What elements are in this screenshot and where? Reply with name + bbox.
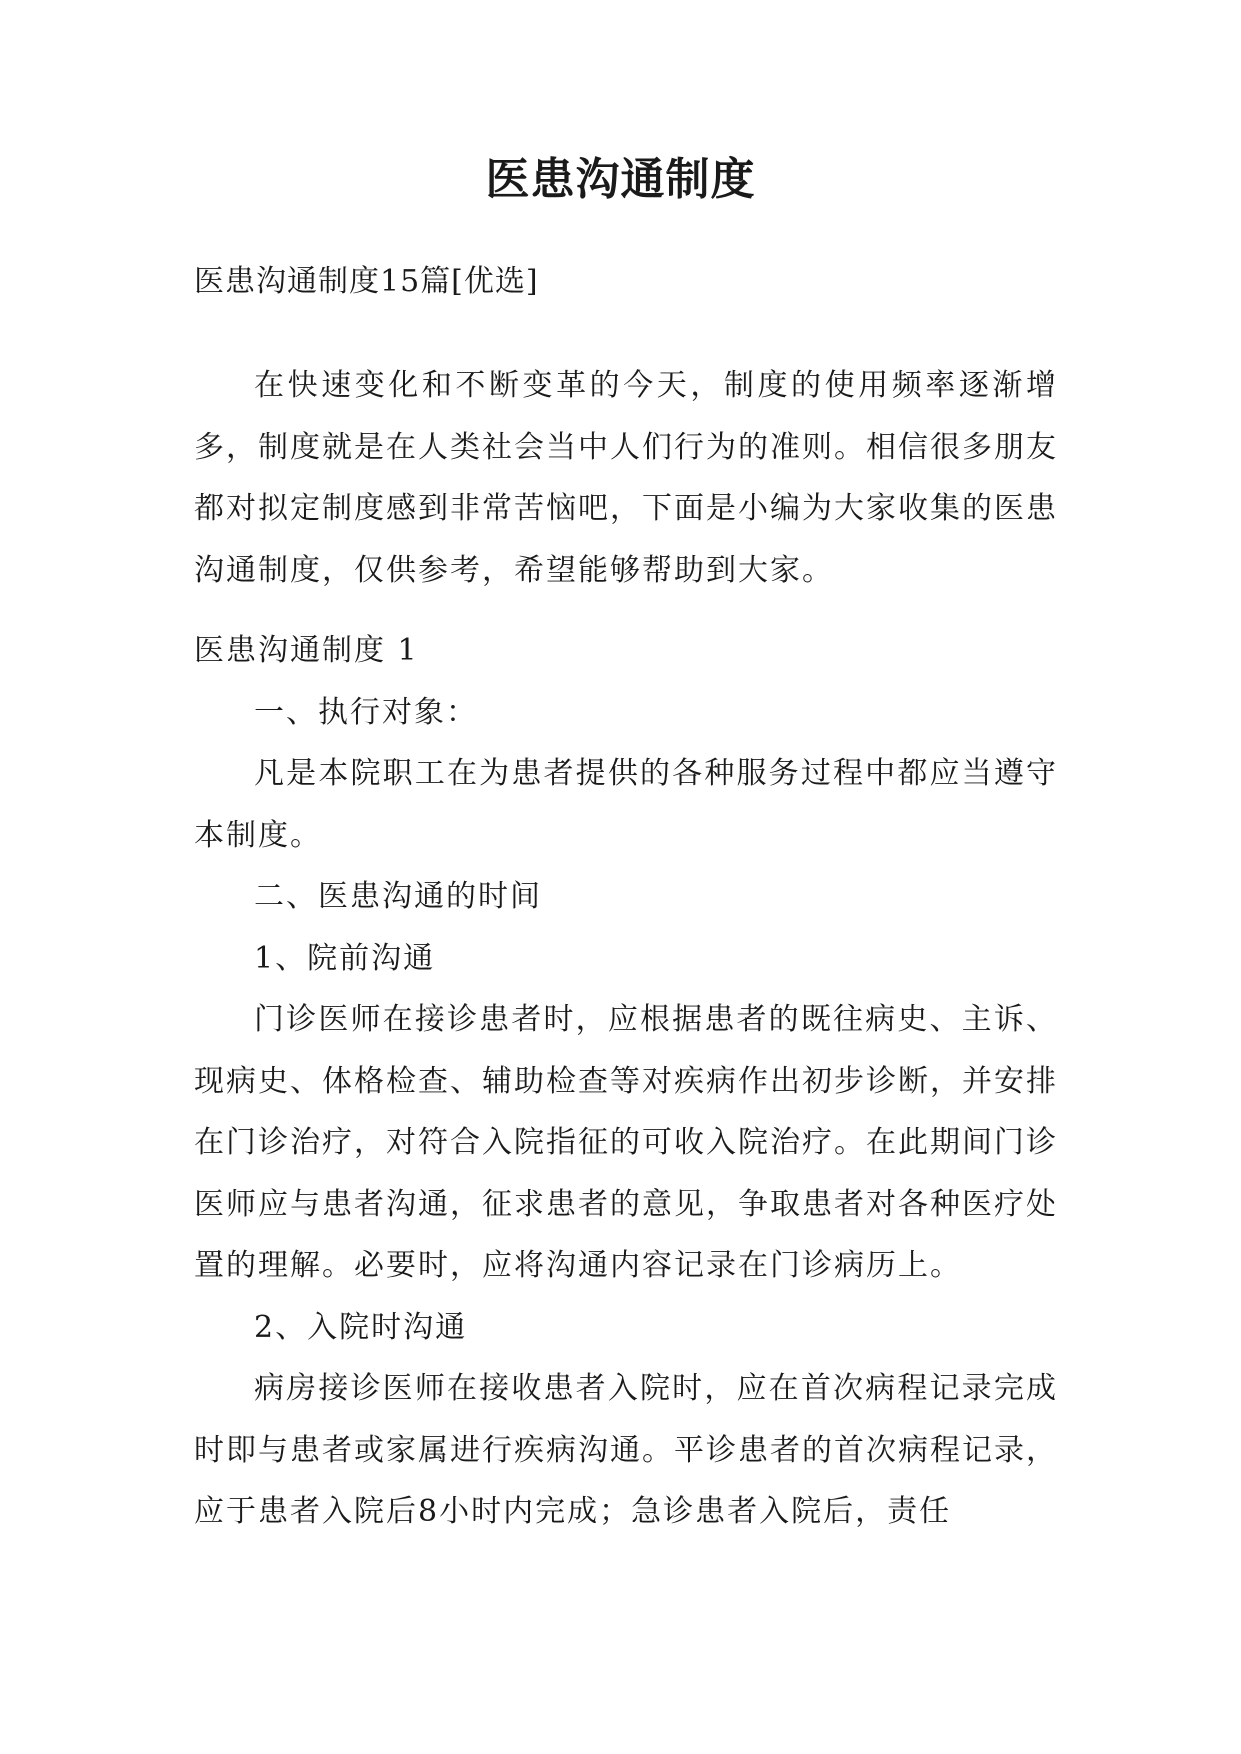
paragraph-pre-admission: 门诊医师在接诊患者时，应根据患者的既往病史、主诉、现病史、体格检查、辅助检查等对疾病作出初步诊断，并安排在门诊治疗，对符合入院指征的可收入院治疗。在此期间门诊医师应与患者沟通，征求患者的意见，争取患者对各种医疗处置的理解。必要时，应将沟通内容记录在门诊病历上。 <box>194 1002 1058 1283</box>
document-title: 医患沟通制度 <box>485 154 756 205</box>
paragraph-scope: 凡是本院职工在为患者提供的各种服务过程中都应当遵守本制度。 <box>194 756 1058 853</box>
heading-communication-time: 二、医患沟通的时间 <box>254 879 542 914</box>
heading-pre-admission: 1、院前沟通 <box>254 940 436 976</box>
heading-admission: 2、入院时沟通 <box>254 1309 468 1345</box>
intro-paragraph: 在快速变化和不断变革的今天，制度的使用频率逐渐增多，制度就是在人类社会当中人们行为的准则。相信很多朋友都对拟定制度感到非常苦恼吧，下面是小编为大家收集的医患沟通制度，仅供参考，希望能够帮助到大家。 <box>194 368 1058 588</box>
intro-block <box>194 355 1058 601</box>
heading-execution-target: 一、执行对象： <box>254 694 478 730</box>
section-title: 医患沟通制度 1 <box>194 633 419 668</box>
document-subtitle: 医患沟通制度15篇[优选] <box>194 264 539 299</box>
paragraph-admission: 病房接诊医师在接收患者入院时，应在首次病程记录完成时即与患者或家属进行疾病沟通。平诊患者的首次病程记录，应于患者入院后8小时内完成；急诊患者入院后，责任 <box>194 1371 1058 1529</box>
section-block <box>194 620 1058 1543</box>
